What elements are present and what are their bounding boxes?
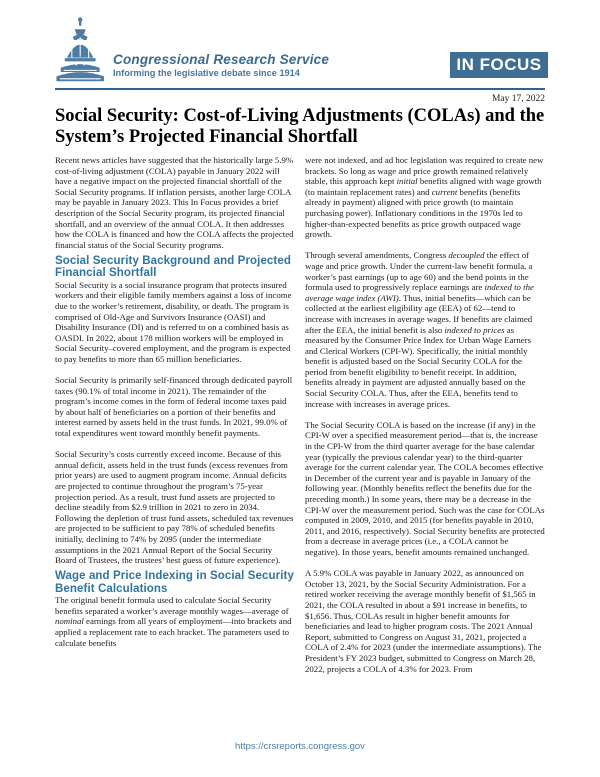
paragraph: Social Security is primarily self-financed through dedicated payroll taxes (90.1% of total income in 2021). The remainder of the program’s income comes in the form of federal income taxes paid by about half of beneficiaries on a portion of their benefits and interest earned by assets held in the trust funds. In 2021, 99.0% of total expenditures went toward monthly benefit payments. (55, 375, 293, 439)
capitol-dome-icon (55, 16, 105, 82)
paragraph: The original benefit formula used to calculate Social Security benefits separated a worker’s average monthly wages—average of nominal earnings from all years of employment—into brackets and applied a replacement rate to each bracket. The parameters used to calculate benefits (55, 595, 292, 648)
paragraph: Through several amendments, Congress decoupled the effect of wage and price growth. Under the current-law benefit formula, a worker’s past earnings (up to age 60) and the bend points in the formula used to progressively replace earnings are indexed to the average wage index (AWI). Thus, initial benefits—which can be collected at the earliest eligibility age (EEA) of 62—tend to increase with increases in average wages. If benefits are claimed after the EEA, the initial benefit is also indexed to prices as measured by the Consumer Price Index for Urban Wage Earners and Clerical Workers (CPI-W). Specifically, the initial monthly benefit is adjusted based on the Social Security COLA for the period from benefit eligibility to benefit receipt. In addition, benefits already in payment are adjusted annually based on the Social Security COLA. Thus, after the EEA, benefits tend to increase with increases in average prices. (305, 250, 534, 409)
footer-url[interactable]: https://crsreports.congress.gov (235, 741, 365, 752)
column-right (305, 155, 545, 685)
org-tagline: Informing the legislative debate since 1914 (113, 68, 300, 78)
section-heading: Social Security Background and Projected Financial Shortfall (55, 254, 291, 280)
doc-title (55, 106, 555, 148)
section-heading: Wage and Price Indexing in Social Security Benefit Calculations (55, 570, 294, 595)
doc-date: May 17, 2022 (491, 94, 545, 104)
paragraph: were not indexed, and ad hoc legislation was required to create new brackets. So long as wage and price growth remained relatively stable, this approach kept initial benefits aligned with wage growth (to maintain replacement rates) and current benefits (benefits already in payment) aligned with price growth (to maintain purchasing power). Inflationary conditions in the 1970s led to higher-than-expected benefits as price growth outpaced wage growth. (305, 155, 544, 240)
doc-title-line2: System’s Projected Financial Shortfall (55, 127, 358, 147)
paragraph: A 5.9% COLA was payable in January 2022, as announced on October 13, 2021, by the Social Security Administration. For a retired worker receiving the average monthly benefit of $1,565 in 2021, the COLA resulted in about a $91 increase in benefits, to $1,656. Thus, COLAs result in higher benefit amounts for beneficiaries and lead to higher program costs. The 2021 Annual Report, submitted to Congress on August 31, 2021, projected a COLA of 2.4% for 2023 (under the intermediate assumptions). The President’s FY 2023 budget, submitted to Congress on March 28, 2022, projects a COLA of 4.3% for 2023. From (305, 568, 542, 674)
org-name: Congressional Research Service (113, 52, 330, 67)
two-column-body (55, 155, 545, 685)
crs-logo (55, 16, 329, 82)
paragraph: Social Security’s costs currently exceed income. Because of this annual deficit, assets held in the trust funds (excess revenues from prior years) are used to augment program income. Annual deficits are projected to continue throughout the program’s 75-year projection period. As a result, trust fund assets are projected to decline steadily from $2.9 trillion in 2021 to zero in 2034. Following the depletion of trust fund assets, scheduled tax revenues are projected to be sufficient to pay 78% of scheduled benefits initially, declining to 74% by 2095 (under the intermediate assumptions in the 2021 Annual Report of the Social Security Board of Trustees, the trustees’ best guess of future experience). (55, 449, 294, 566)
column-left (55, 155, 295, 685)
paragraph: The Social Security COLA is based on the increase (if any) in the CPI-W over a specified measurement period—that is, the increase in the CPI-W from the third quarter average for the base calendar year (typically the previous calendar year) to the third-quarter average for the current calendar year. The COLA becomes effective in December of the current year and is payable in January of the following year. (Monthly benefits reflect the benefits due for the preceding month.) In some years, there may be a decrease in the CPI-W over the measurement period. Such was the case for COLAs computed in 2009, 2010, and 2015 (for benefits payable in 2010, 2011, and 2016, respectively). Social Security benefits are protected from a decrease in average prices (i.e., a COLA cannot be negative). In those years, benefit amounts remained unchanged. (305, 419, 545, 557)
paragraph: Recent news articles have suggested that the historically large 5.9% cost-of-living adjustment (COLA) payable in January 2022 will have a negative impact on the projected financial shortfall of the Social Security programs. If inflation persists, another large COLA may be payable in January 2023. This In Focus provides a brief description of the Social Security program, its projected financial shortfall, and an overview of the annual COLA. It then addresses how the COLA is financed and how the COLA affects the projected financial status of the Social Security programs. (55, 155, 294, 250)
doc-title-line1: Social Security: Cost-of-Living Adjustments (COLAs) and the (55, 106, 545, 126)
in-focus-badge: IN FOCUS (450, 52, 548, 78)
paragraph: Social Security is a social insurance program that protects insured workers and their eligible family members against a loss of income due to the worker’s retirement, disability, or death. The program is comprised of Old-Age and Survivors Insurance (OASI) and Disability Insurance (DI) and is referred to on a combined basis as OASDI. In 2022, about 178 million workers will be employed in Social Security–covered employment, and the program is expected to pay benefits to more than 65 million beneficiaries. (55, 279, 292, 364)
header-divider (55, 88, 545, 90)
